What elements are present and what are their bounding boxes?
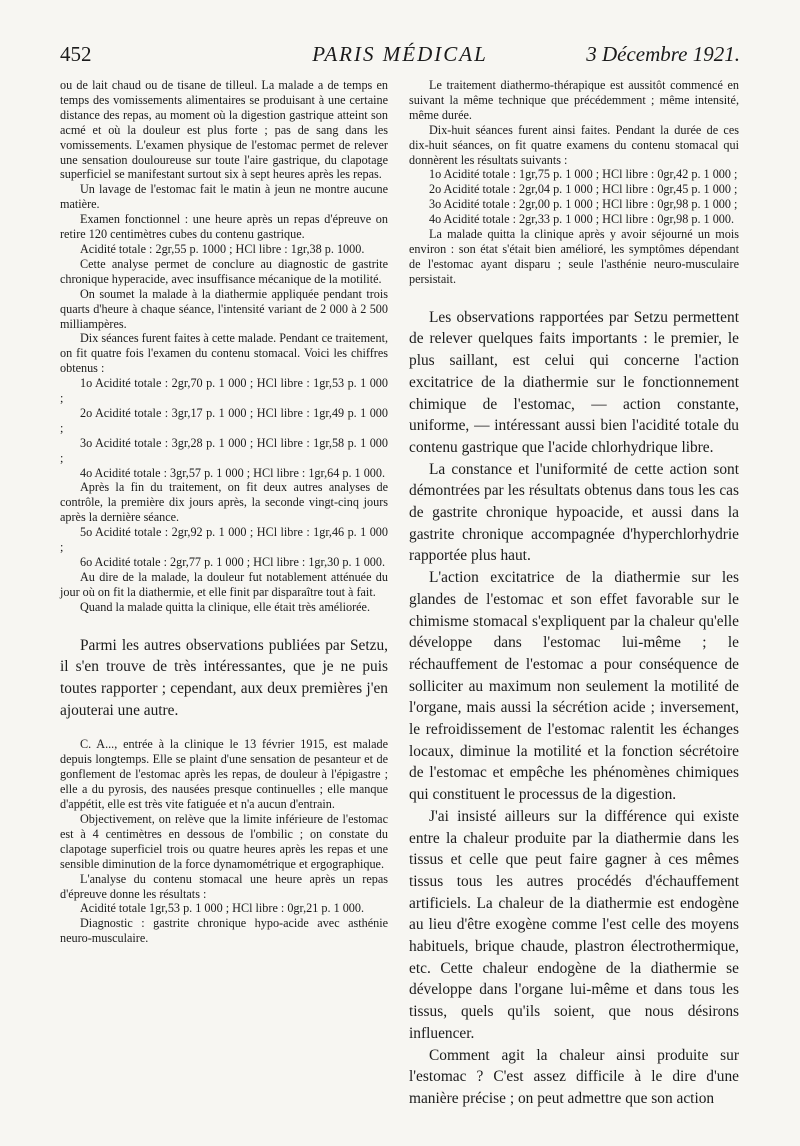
paragraph: L'analyse du contenu stomacal une heure après un repas d'épreuve donne les résultats : [60,871,388,901]
result-line: 3o Acidité totale : 2gr,00 p. 1 000 ; HCl libre : 0gr,98 p. 1 000 ; [429,197,738,212]
page-number: 452 [60,42,92,66]
result-line: 3o Acidité totale : 3gr,28 p. 1 000 ; HCl libre : 1gr,58 p. 1 000 ; [60,435,388,465]
left-column [60,78,388,946]
result-line: 4o Acidité totale : 3gr,57 p. 1 000 ; HCl libre : 1gr,64 p. 1 000. [80,465,386,480]
paragraph: Parmi les autres observations publiées par Setzu, il s'en trouve de très intéressantes, que je ne puis toutes rapporter ; cependant, aux deux premières j'en ajouterai une autre. [60,636,388,719]
page-header [60,42,740,72]
paragraph: Comment agit la chaleur ainsi produite sur l'estomac ? C'est assez difficile à le dire d'une manière précise ; on peut admettre que son action [409,1046,739,1107]
paragraph: Diagnostic : gastrite chronique hypo-acide avec asthénie neuro-musculaire. [60,916,388,946]
paragraph: Un lavage de l'estomac fait le matin à jeun ne montre aucune matière. [60,182,388,212]
case-report-1 [60,78,388,615]
paragraph: Le traitement diathermo-thérapique est aussitôt commencé en suivant la même technique que précédemment ; même intensité, même durée. [409,78,739,122]
paragraph: Les observations rapportées par Setzu permettent de relever quelques faits importants : le premier, le plus saillant, est celui qui concerne l'action excitatrice de la diathermie sur le fonctionnement chimique de l'estomac, — action constante, uniforme, — intéressant aussi bien l'acidité totale du contenu gastrique que l'acide chlorhydrique libre. [409,308,739,456]
paragraph: Examen fonctionnel : une heure après un repas d'épreuve on retire 120 centimètres cubes du contenu gastrique. [60,212,388,242]
paragraph: Objectivement, on relève que la limite inférieure de l'estomac est à 4 centimètres en dessous de l'ombilic ; on constate du clapotage superficiel trois ou quatre heures après les repas et une sensible diminution de la force dynamométrique et ergographique. [60,811,388,871]
result-line: 1o Acidité totale : 2gr,70 p. 1 000 ; HCl libre : 1gr,53 p. 1 000 ; [60,376,388,406]
paragraph: Quand la malade quitta la clinique, elle était très améliorée. [80,599,371,614]
result-line: 4o Acidité totale : 2gr,33 p. 1 000 ; HCl libre : 0gr,98 p. 1 000. [429,212,735,227]
case-report-2 [60,737,388,946]
journal-title: PARIS MÉDICAL [312,42,488,66]
paragraph: ou de lait chaud ou de tisane de tilleul. La malade a de temps en temps des vomissements alimentaires se produisant à une certaine distance des repas, au moment où la digestion gastrique atteint son acmé et où la douleur est plus forte ; pas de sang dans les vomissements. L'examen physique de l'estomac permet de relever une sensation douloureuse sur toute l'aire gastrique, du clapotage superficiel se manifestant surtout six à sept heures après les repas. [60,78,388,182]
paragraph: La malade quitta la clinique après y avoir séjourné un mois environ : son état s'était bien amélioré, les symptômes dépendant de l'estomac ayant disparu ; seule l'asthénie neuro-musculaire persistait. [409,227,739,286]
result-line: 6o Acidité totale : 2gr,77 p. 1 000 ; HCl libre : 1gr,30 p. 1 000. [80,555,386,569]
paragraph: L'action excitatrice de la diathermie sur les glandes de l'estomac et son effet favorable sur le chimisme stomacal s'expliquent par la chaleur qu'elle développe dans l'estomac lui-même ; le réchauffement de l'estomac a pour conséquence de solliciter au maximum non seulement la motilité de l'organe, mais aussi la sécrétion acide ; inversement, le refroidissement de l'estomac ralentit les échanges locaux, diminue la motilité et la fonction sécrétoire de l'estomac et empêche les phénomènes chimiques qui constituent le processus de la digestion. [409,569,739,804]
result-line: Acidité totale 1gr,53 p. 1 000 ; HCl libre : 0gr,21 p. 1 000. [80,901,365,916]
result-line: 5o Acidité totale : 2gr,92 p. 1 000 ; HCl libre : 1gr,46 p. 1 000 ; [60,525,388,555]
right-column [409,78,739,1110]
case-report-2-continued [409,78,739,287]
paragraph: On soumet la malade à la diathermie appliquée pendant trois quarts d'heure à chaque séance, l'intensité variant de 2 000 à 2 500 milliampères. [60,286,388,331]
result-line: 2o Acidité totale : 3gr,17 p. 1 000 ; HCl libre : 1gr,49 p. 1 000 ; [60,405,388,435]
paragraph: Au dire de la malade, la douleur fut notablement atténuée du jour où on fit la diathermie, et elle finit par disparaître tout à fait. [60,569,388,599]
paragraph: La constance et l'uniformité de cette action sont démontrées par les résultats obtenus dans tous les cas de gastrite chronique hypoacide, et aussi dans la gastrite chronique accompagnée d'hyperchlorhydrie rapportée plus haut. [409,460,739,565]
paragraph: Dix séances furent faites à cette malade. Pendant ce traitement, on fit quatre fois l'examen du contenu stomacal. Voici les chiffres obtenus : [60,331,388,376]
paragraph: C. A..., entrée à la clinique le 13 février 1915, est malade depuis longtemps. Elle se plaint d'une sensation de pesanteur et de gonflement de l'estomac après les repas, de douleur à l'épigastre ; elle a du pyrosis, des nausées presque continuelles ; elle manque d'appétit, elle est très vite fatiguée et n'a aucun d'entrain. [60,737,388,812]
paragraph: Dix-huit séances furent ainsi faites. Pendant la durée de ces dix-huit séances, on fit quatre examens du contenu stomacal qui donnèrent les résultats suivants : [409,122,739,167]
commentary-intro [60,635,388,722]
commentary [409,307,739,1110]
paragraph: Acidité totale : 2gr,55 p. 1000 ; HCl libre : 1gr,38 p. 1000. [80,241,365,256]
result-line: 2o Acidité totale : 2gr,04 p. 1 000 ; HCl libre : 0gr,45 p. 1 000 ; [429,182,738,197]
paragraph: J'ai insisté ailleurs sur la différence qui existe entre la chaleur produite par la diathermie dans les tissus et celle que peut faire gagner à ces mêmes tissus tous les autres procédés d'échauffement artificiels. La chaleur de la diathermie est endogène au lieu d'être exogène comme l'est celle des moyens habituels, brique chaude, plastron électrothermique, etc. Cette chaleur endogène de la diathermie se développe dans l'organe lui-même et dans tous les tissus, quels qu'ils soient, que nous désirons influencer. [409,807,739,1042]
issue-date: 3 Décembre 1921. [586,42,740,66]
paragraph: Après la fin du traitement, on fit deux autres analyses de contrôle, la première dix jours après, la seconde vingt-cinq jours après la dernière séance. [60,480,388,525]
paragraph: Cette analyse permet de conclure au diagnostic de gastrite chronique hyperacide, avec insuffisance mécanique de la motilité. [60,256,388,286]
result-line: 1o Acidité totale : 1gr,75 p. 1 000 ; HCl libre : 0gr,42 p. 1 000 ; [429,167,738,182]
